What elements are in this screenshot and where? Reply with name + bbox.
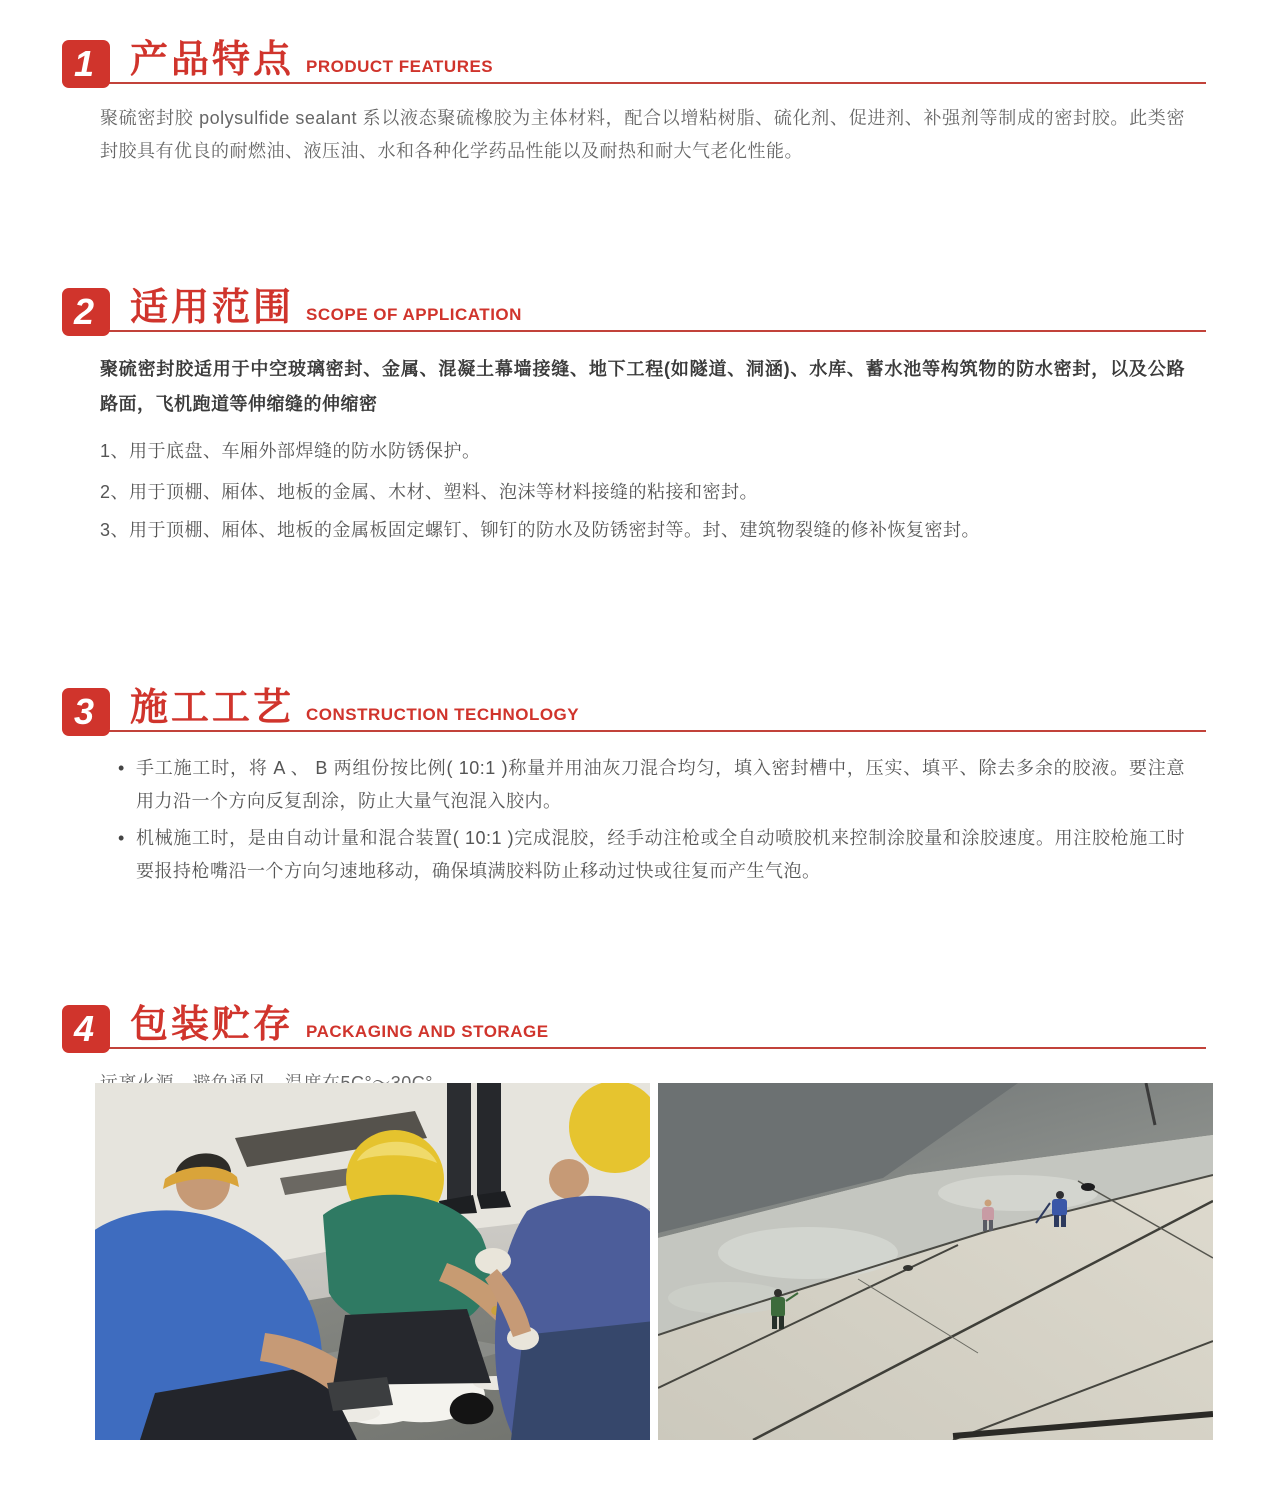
bullet-item: [118, 752, 1185, 819]
list-item: 2、用于顶棚、厢体、地板的金属、木材、塑料、泡沫等材料接缝的粘接和密封。: [100, 482, 759, 503]
header-underline: [88, 330, 1206, 332]
section-title-en: CONSTRUCTION TECHNOLOGY: [306, 704, 580, 724]
scope-numbered-list: [100, 436, 1185, 546]
product-features-paragraph: 聚硫密封胶 polysulfide sealant 系以液态聚硫橡胶为主体材料，配合以增粘树脂、硫化剂、促进剂、补强剂等制成的密封胶。此类密封胶具有优良的耐燃油、液压油、水和各种化学药品性能以及耐热和耐大气老化性能。: [100, 108, 1185, 162]
equipment-bag: [1081, 1183, 1095, 1191]
section-header: [62, 686, 1212, 736]
section-title-en: PACKAGING AND STORAGE: [306, 1021, 549, 1041]
list-item: 3、用于顶棚、厢体、地板的金属板固定螺钉、铆钉的防水及防锈密封等。封、建筑物裂缝的修补恢复密封。: [100, 519, 981, 540]
bullet-text: 机械施工时，是由自动计量和混合装置( 10:1 )完成混胶，经手动注枪或全自动喷胶机来控制涂胶量和涂胶速度。用注胶枪施工时要报持枪嘴沿一个方向匀速地移动，确保填满胶料防止移动过快或往复而产生气泡。: [136, 828, 1185, 882]
photo-workers-mixing-sealant: [95, 1083, 650, 1440]
section-header: [62, 38, 1212, 88]
section-title-zh: 适用范围: [130, 286, 295, 329]
section-title-zh: 包装贮存: [130, 1003, 295, 1046]
section-header: [62, 286, 1212, 336]
scope-lead-paragraph: 聚硫密封胶适用于中空玻璃密封、金属、混凝土幕墙接缝、地下工程(如隧道、洞涵)、水库、蓄水池等构筑物的防水密封，以及公路路面，飞机跑道等伸缩缝的伸缩密: [100, 358, 1185, 414]
section-number-badge: 3: [62, 688, 110, 736]
header-underline: [88, 730, 1206, 732]
section-title-en: PRODUCT FEATURES: [306, 57, 494, 76]
section-title-en: SCOPE OF APPLICATION: [306, 304, 522, 324]
section-title-zh: 产品特点: [130, 39, 295, 81]
dam-slope-illustration: [658, 1083, 1213, 1440]
section-product-features: [0, 0, 1280, 169]
section-number-badge: 4: [62, 1005, 110, 1053]
section-number-badge: 2: [62, 288, 110, 336]
bullet-item: [118, 822, 1185, 889]
construction-bullet-list: [118, 752, 1185, 889]
bullet-icon: •: [118, 828, 125, 849]
photo-dam-slope-sealing: [658, 1083, 1213, 1440]
equipment-dot: [903, 1265, 913, 1271]
bullet-icon: •: [118, 757, 125, 778]
bullet-text: 手工施工时，将 A 、 B 两组份按比例( 10:1 )称量并用油灰刀混合均匀，填入密封槽中，压实、填平、除去多余的胶液。要注意用力沿一个方向反复刮涂，防止大量气泡混入胶内。: [136, 757, 1185, 811]
workers-mixing-sealant-illustration: [95, 1083, 650, 1440]
photo-row: [95, 1083, 1213, 1440]
header-underline: [88, 82, 1206, 84]
section-scope-of-application: [0, 286, 1280, 546]
section-construction-technology: [0, 686, 1280, 889]
header-underline: [88, 1047, 1206, 1049]
section-title-zh: 施工工艺: [130, 686, 295, 729]
section-number-badge: 1: [62, 40, 110, 88]
section-header: [62, 1003, 1212, 1053]
list-item: 1、用于底盘、车厢外部焊缝的防水防锈保护。: [100, 440, 481, 461]
